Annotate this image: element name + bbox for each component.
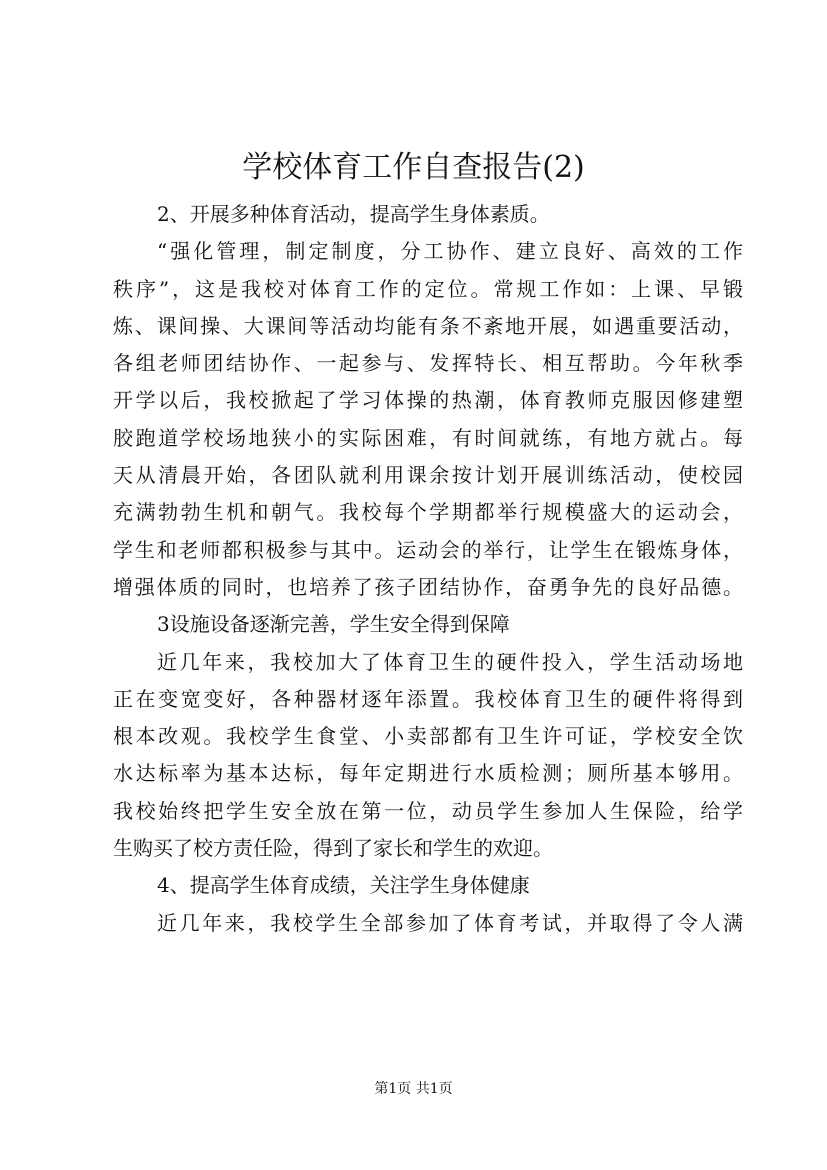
paragraph-line: 秩序”，这是我校对体育工作的定位。常规工作如：上课、早锻 bbox=[113, 276, 743, 301]
section-heading: 3设施设备逐渐完善，学生安全得到保障 bbox=[157, 612, 510, 637]
paragraph-line: 近几年来，我校加大了体育卫生的硬件投入，学生活动场地 bbox=[157, 649, 743, 674]
paragraph-line: 学生和老师都积极参与其中。运动会的举行，让学生在锻炼身体， bbox=[113, 537, 743, 562]
paragraph-line: 近几年来，我校学生全部参加了体育考试，并取得了令人满 bbox=[157, 910, 743, 935]
document-body bbox=[113, 196, 743, 942]
paragraph-line: 充满勃勃生机和朝气。我校每个学期都举行规模盛大的运动会， bbox=[113, 500, 743, 525]
paragraph-line: 生购买了校方责任险，得到了家长和学生的欢迎。 bbox=[113, 836, 553, 861]
paragraph-line: 开学以后，我校掀起了学习体操的热潮，体育教师克服因修建塑 bbox=[113, 388, 743, 413]
paragraph-line: 天从清晨开始，各团队就利用课余按计划开展训练活动，使校园 bbox=[113, 463, 743, 488]
paragraph-line: 增强体质的同时，也培养了孩子团结协作，奋勇争先的良好品德。 bbox=[113, 574, 743, 599]
section-heading: 2、开展多种体育活动，提高学生身体素质。 bbox=[157, 202, 550, 226]
document-title: 学校体育工作自查报告(2) bbox=[242, 150, 585, 185]
paragraph-line: 我校始终把学生安全放在第一位，动员学生参加人生保险，给学 bbox=[113, 798, 743, 823]
paragraph-line: 正在变宽变好，各种器材逐年添置。我校体育卫生的硬件将得到 bbox=[113, 686, 743, 711]
paragraph-line: 各组老师团结协作、一起参与、发挥特长、相互帮助。今年秋季 bbox=[113, 351, 743, 376]
section-heading: 4、提高学生体育成绩，关注学生身体健康 bbox=[157, 873, 530, 898]
paragraph-line: 根本改观。我校学生食堂、小卖部都有卫生许可证，学校安全饮 bbox=[113, 724, 743, 749]
paragraph-line: 炼、课间操、大课间等活动均能有条不紊地开展，如遇重要活动， bbox=[113, 313, 743, 338]
paragraph-line: 胶跑道学校场地狭小的实际困难，有时间就练，有地方就占。每 bbox=[113, 425, 743, 450]
page-footer: 第1页 共1页 bbox=[374, 1081, 453, 1097]
paragraph-line: “强化管理，制定制度，分工协作、建立良好、高效的工作 bbox=[157, 239, 743, 264]
paragraph-line: 水达标率为基本达标，每年定期进行水质检测；厕所基本够用。 bbox=[113, 761, 743, 786]
